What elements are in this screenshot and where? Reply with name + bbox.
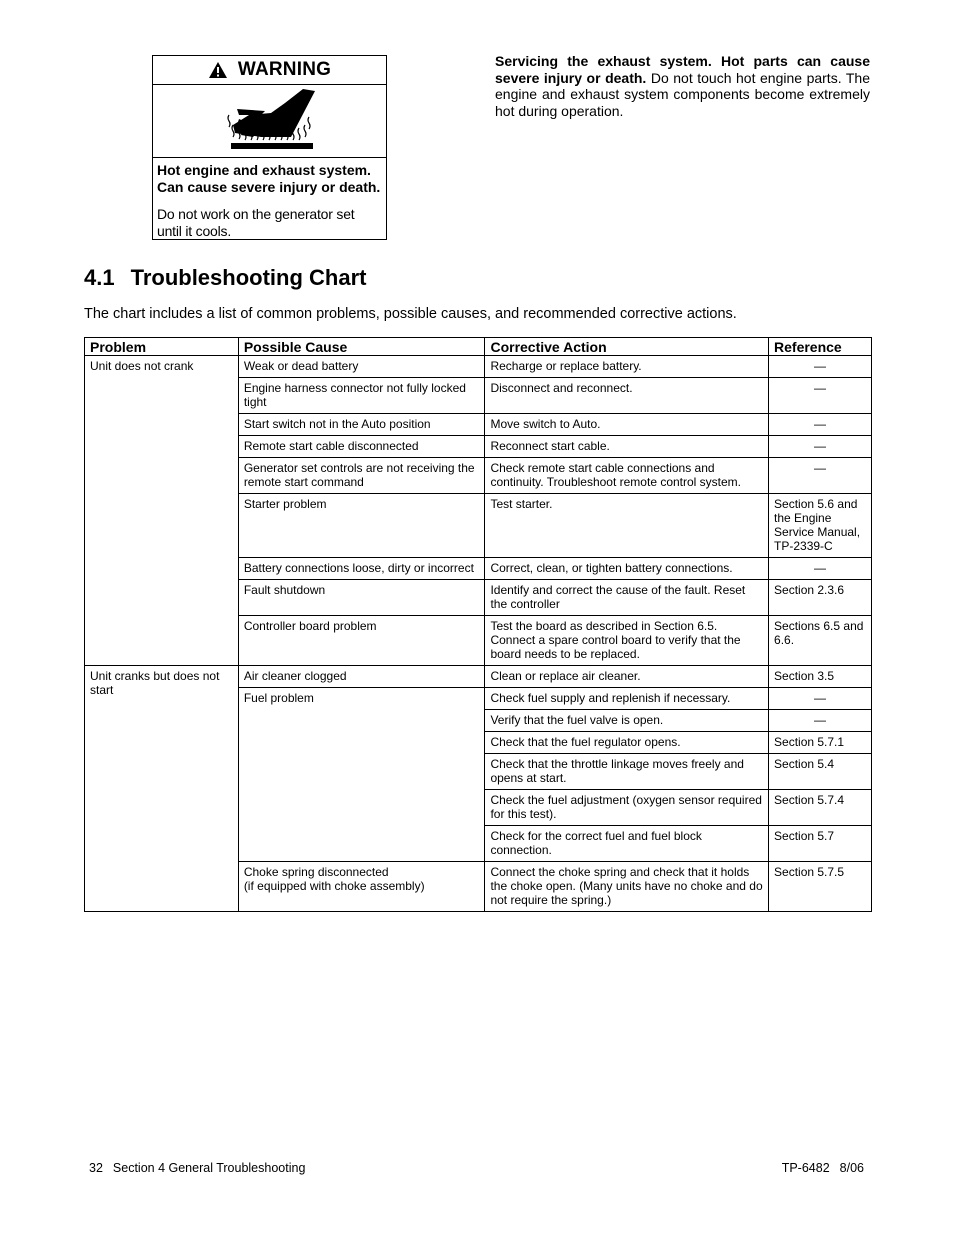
action-cell: Check that the throttle linkage moves freely and opens at start. [485,754,769,790]
action-cell: Check fuel supply and replenish if necessary. [485,688,769,710]
action-cell: Check that the fuel regulator opens. [485,732,769,754]
cause-cell: Controller board problem [238,616,485,666]
action-cell: Clean or replace air cleaner. [485,666,769,688]
cause-cell [238,862,485,912]
warning-triangle-icon [208,61,228,79]
table-header-row [85,338,872,356]
page-number: 32 [89,1161,103,1175]
troubleshooting-table [84,337,872,912]
reference-cell: Section 5.7.5 [769,862,872,912]
cause-cell: Engine harness connector not fully locked tight [238,378,485,414]
section-intro: The chart includes a list of common problems, possible causes, and recommended corrective actions. [84,306,737,322]
reference-cell: — [769,378,872,414]
header-reference: Reference [769,338,872,356]
warning-header [153,56,386,85]
reference-cell: Section 3.5 [769,666,872,688]
cause-cell: Battery connections loose, dirty or incorrect [238,558,485,580]
section-heading [84,265,366,291]
table-row [85,356,872,378]
document-id: TP-6482 [781,1161,830,1175]
footer-left [89,1161,305,1175]
warning-heading: Hot engine and exhaust system. Can cause severe injury or death. [157,162,381,195]
reference-cell: Sections 6.5 and 6.6. [769,616,872,666]
warning-box [152,55,387,240]
header-corrective-action: Corrective Action [485,338,769,356]
service-note-text: Do not touch hot engine parts. The engine and exhaust system components become extremely hot during operation. [495,69,870,119]
reference-cell: Section 5.7.4 [769,790,872,826]
reference-cell: — [769,688,872,710]
action-cell: Test starter. [485,494,769,558]
warning-title: WARNING [237,59,332,80]
reference-cell: — [769,356,872,378]
action-cell: Test the board as described in Section 6.5. Connect a spare control board to verify that the board needs to be replaced. [485,616,769,666]
reference-cell: — [769,458,872,494]
reference-cell: Section 5.7.1 [769,732,872,754]
cause-cell: Air cleaner clogged [238,666,485,688]
cause-cell: Remote start cable disconnected [238,436,485,458]
reference-cell: Section 5.4 [769,754,872,790]
problem-cell: Unit does not crank [85,356,239,666]
cause-cell: Starter problem [238,494,485,558]
header-possible-cause: Possible Cause [238,338,485,356]
service-note [495,53,870,119]
cause-cell: Fault shutdown [238,580,485,616]
section-number: 4.1 [84,265,115,290]
cause-cell: Generator set controls are not receiving the remote start command [238,458,485,494]
action-cell: Move switch to Auto. [485,414,769,436]
cause-cell: Start switch not in the Auto position [238,414,485,436]
section-title: Troubleshooting Chart [130,265,367,290]
cause-cell: Fuel problem [238,688,485,862]
reference-cell: Section 5.7 [769,826,872,862]
service-note-bold: Servicing the exhaust system. Hot parts can cause severe injury or death. [495,53,870,86]
action-cell: Disconnect and reconnect. [485,378,769,414]
action-cell: Correct, clean, or tighten battery connections. [485,558,769,580]
cause-cell: Weak or dead battery [238,356,485,378]
footer-right [782,1161,864,1175]
warning-body: Do not work on the generator set until it cools. [157,206,355,239]
hot-surface-icon [153,85,386,158]
action-cell: Identify and correct the cause of the fault. Reset the controller [485,580,769,616]
action-cell: Reconnect start cable. [485,436,769,458]
action-cell: Recharge or replace battery. [485,356,769,378]
footer-section: Section 4 General Troubleshooting [112,1161,306,1175]
reference-cell: — [769,710,872,732]
reference-cell: — [769,558,872,580]
action-cell: Check for the correct fuel and fuel block connection. [485,826,769,862]
header-problem: Problem [85,338,239,356]
document-date: 8/06 [839,1161,864,1175]
action-cell: Verify that the fuel valve is open. [485,710,769,732]
action-cell: Connect the choke spring and check that it holds the choke open. (Many units have no choke and do not require the spring.) [485,862,769,912]
action-cell: Check the fuel adjustment (oxygen sensor required for this test). [485,790,769,826]
reference-cell: Section 2.3.6 [769,580,872,616]
reference-cell: — [769,436,872,458]
reference-cell: Section 5.6 and the Engine Service Manual, TP-2339-C [769,494,872,558]
action-cell: Check remote start cable connections and continuity. Troubleshoot remote control system. [485,458,769,494]
reference-cell: — [769,414,872,436]
problem-cell: Unit cranks but does not start [85,666,239,912]
table-row [85,666,872,688]
cause-line-2: (if equipped with choke assembly) [243,879,425,893]
cause-line-1: Choke spring disconnected [243,865,389,879]
